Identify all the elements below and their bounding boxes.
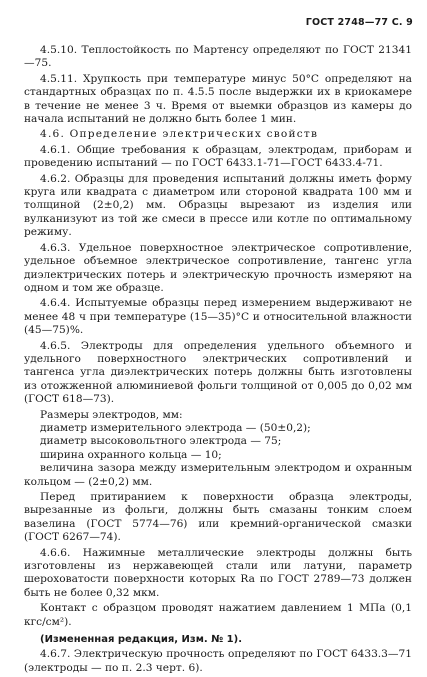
section-heading-4-6: 4.6. Определение электрических свойств [40,128,319,141]
running-header: ГОСТ 2748—77 С. 9 [305,17,413,28]
electrode-size-item: величина зазора между измерительным электродом и охранным кольцом — (2±0,2) мм. [24,462,412,488]
paragraph-4-6-6: 4.6.6. Нажимные металлические электроды должны быть изготовлены из нержавеющей стали или латуни, параметр шероховатости поверхности которых Ra по ГОСТ 2789—73 должен быть не более 0,32 мкм. [24,546,412,599]
paragraph-4-5-11: 4.5.11. Хрупкость при температуре минус 50°С определяют на стандартных образцах по п. 4.5.5 после выдержки их в криокамере в течение не менее 3 ч. Время от выемки образцов из камеры до начала испытаний не должно быть более 1 мин. [24,72,412,126]
amendment-note: (Измененная редакция, Изм. № 1). [40,634,243,646]
paragraph-4-6-4: 4.6.4. Испытуемые образцы перед измерением выдерживают не менее 48 ч при температуре (15—35)°С и относительной влажности (45—75)%. [24,297,412,337]
paragraph-4-6-7: 4.6.7. Электрическую прочность определяют по ГОСТ 6433.3—71 (электроды — по п. 2.3 черт. 6). [24,648,412,674]
paragraph-4-6-1: 4.6.1. Общие требования к образцам, электродам, приборам и проведению испытаний — по ГОСТ 6433.1-71—ГОСТ 6433.4-71. [24,143,412,170]
electrode-size-item: диаметр измерительного электрода — (50±0,2); [40,421,311,434]
electrode-size-item: ширина охранного кольца — 10; [40,448,222,461]
paragraph-4-5-10: 4.5.10. Теплостойкость по Мартенсу определяют по ГОСТ 21341—75. [24,44,412,70]
paragraph-4-6-5: 4.6.5. Электроды для определения удельного объемного и удельного поверхностного электрических сопротивлений и тангенса угла диэлектрических потерь должны быть изготовлены из отожженной алюминиевой фольги толщиной от 0,005 до 0,02 мм (ГОСТ 618—73). [24,339,412,406]
body-text [24,44,412,677]
electrode-sizes-heading: Размеры электродов, мм: [40,408,183,421]
paragraph-contact-pressure: Контакт с образцом проводят нажатием давлением 1 МПа (0,1 кгс/см²). [24,602,412,628]
paragraph-lubrication: Перед притиранием к поверхности образца электроды, вырезанные из фольги, должны быть смазаны тонким слоем вазелина (ГОСТ 5774—76) или кремний-органической смазки (ГОСТ 6267—74). [24,491,412,544]
paragraph-4-6-2: 4.6.2. Образцы для проведения испытаний должны иметь форму круга или квадрата с диаметром или стороной квадрата 100 мм и толщиной (2±0,2) мм. Образцы вырезают из изделия или вулканизуют из той же смеси в прессе или котле по оптимальному режиму. [24,172,412,239]
electrode-size-item: диаметр высоковольтного электрода — 75; [40,435,282,448]
paragraph-4-6-3: 4.6.3. Удельное поверхностное электрическое сопротивление, удельное объемное электрическое сопротивление, тангенс угла диэлектрических потерь и электрическую прочность измеряют на одном и том же образце. [24,241,412,294]
